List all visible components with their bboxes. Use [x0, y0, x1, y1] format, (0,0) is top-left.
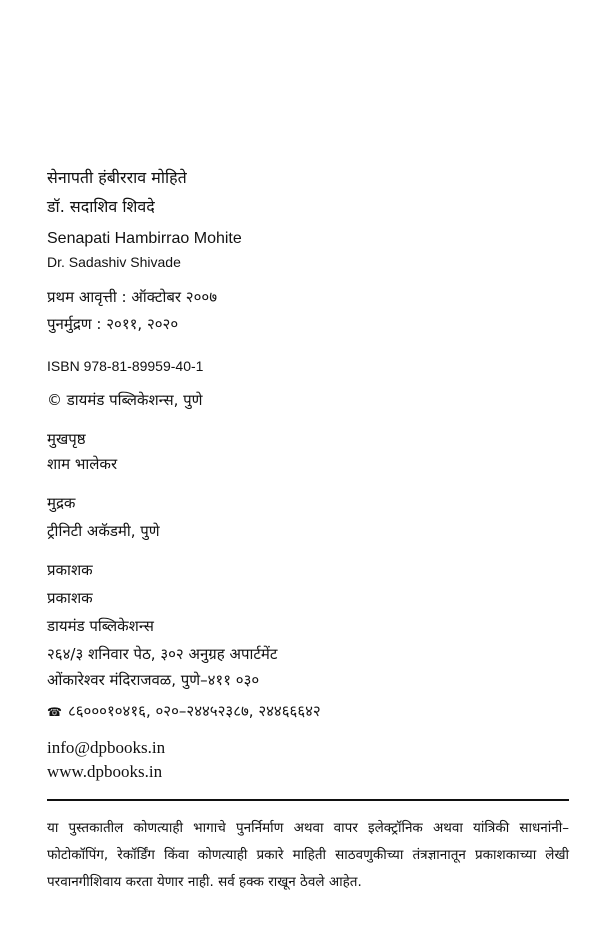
publisher-address-line2: ओंकारेश्वर मंदिराजवळ, पुणे–४११ ०३० — [47, 671, 260, 689]
printer-label: मुद्रक — [47, 494, 76, 512]
cover-artist: शाम भालेकर — [47, 455, 118, 473]
publisher-address-line1: २६४/३ शनिवार पेठ, ३०२ अनुग्रह अपार्टमेंट — [47, 645, 278, 663]
rights-notice: या पुस्तकातील कोणत्याही भागाचे पुनर्निर्माण अथवा वापर इलेक्ट्रॉनिक अथवा यांत्रिकी साधनांनी– फोटोकॉपिंग, रेकॉर्डिंग किंवा कोणत्याही प्रकारे माहिती साठवणुकीच्या तंत्रज्ञानातून प्रकाशकाच्या लेखी परवानगीशिवाय करता येणार नाही. सर्व हक्क राखून ठेवले आहेत. — [47, 820, 569, 890]
first-edition: प्रथम आवृत्ती : ऑक्टोबर २००७ — [47, 288, 218, 306]
isbn: ISBN 978-81-89959-40-1 — [47, 358, 204, 374]
phone-numbers: ८६०००१०४१६, ०२०–२४४५२३८७, २४४६६६४२ — [67, 702, 321, 720]
author-marathi: डॉ. सदाशिव शिवदे — [47, 197, 155, 216]
publisher-website[interactable]: www.dpbooks.in — [47, 762, 163, 781]
author-english: Dr. Sadashiv Shivade — [47, 254, 181, 270]
cover-label: मुखपृष्ठ — [47, 430, 86, 448]
copyright-line: © डायमंड पब्लिकेशन्स, पुणे — [47, 391, 203, 409]
publisher-label: प्रकाशक — [47, 561, 93, 579]
printer-name: ट्रीनिटी अकॅडमी, पुणे — [47, 522, 160, 540]
publisher-name: डायमंड पब्लिकेशन्स — [47, 617, 154, 635]
book-title-marathi: सेनापती हंबीरराव मोहिते — [47, 168, 187, 187]
reprint-info: पुनर्मुद्रण : २०११, २०२० — [47, 315, 179, 333]
publisher-label-repeat: प्रकाशक — [47, 589, 93, 607]
publisher-phone — [47, 704, 321, 719]
publisher-email[interactable]: info@dpbooks.in — [47, 738, 166, 757]
divider — [47, 799, 569, 801]
book-title-english: Senapati Hambirrao Mohite — [47, 230, 242, 247]
phone-icon: ☎ — [47, 705, 62, 719]
